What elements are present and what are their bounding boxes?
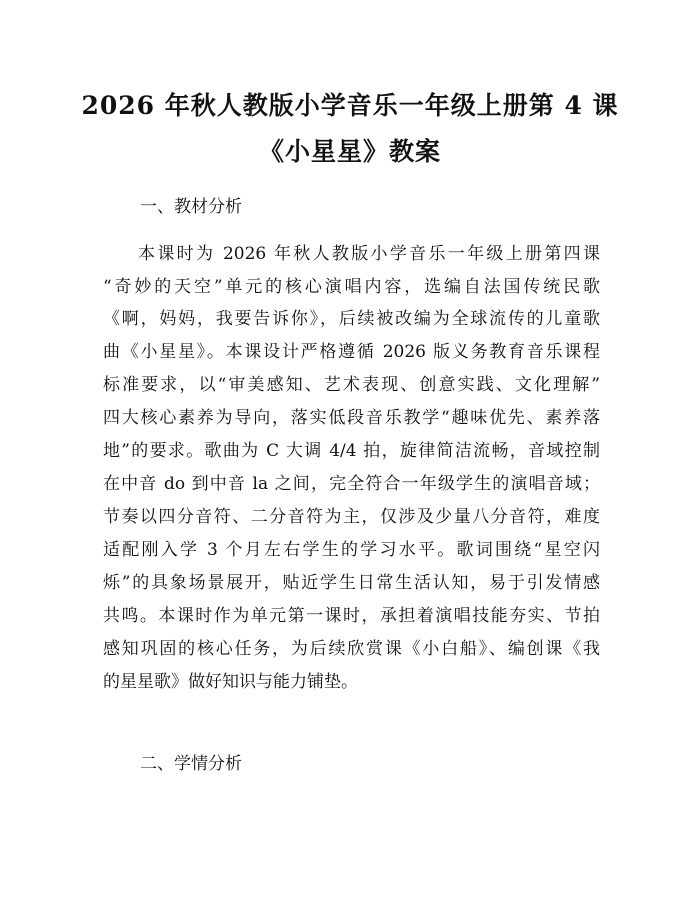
paragraph-line: 感知巩固的核心任务，为后续欣赏课《小白船》、编创课《我 (103, 639, 600, 659)
paragraph-line: 曲《小星星》。本课设计严格遵循 2026 版义务教育音乐课程 (103, 342, 600, 362)
paragraph-line: 适配刚入学 3 个月左右学生的学习水平。歌词围绕“星空闪 (103, 540, 600, 560)
paragraph-line: 共鸣。本课时作为单元第一课时，承担着演唱技能夯实、节拍 (103, 606, 600, 626)
paragraph-line: 节奏以四分音符、二分音符为主，仅涉及少量八分音符，难度 (103, 507, 600, 527)
paragraph-line: 标准要求，以“审美感知、艺术表现、创意实践、文化理解” (103, 375, 600, 395)
paragraph-line: 的星星歌》做好知识与能力铺垫。 (103, 672, 358, 692)
document-title-line-1: 2026 年秋人教版小学音乐一年级上册第 4 课 (81, 91, 619, 120)
document-title-line-2: 《小星星》教案 (258, 137, 441, 166)
paragraph-line: “奇妙的天空”单元的核心演唱内容，选编自法国传统民歌 (103, 277, 600, 297)
paragraph-line: 烁”的具象场景展开，贴近学生日常生活认知，易于引发情感 (103, 573, 600, 593)
section-heading-learner-analysis: 二、学情分析 (140, 754, 242, 774)
paragraph-line: 《啊，妈妈，我要告诉你》，后续被改编为全球流传的儿童歌 (103, 309, 600, 329)
paragraph-line: 四大核心素养为导向，落实低段音乐教学“趣味优先、素养落 (103, 408, 600, 428)
section-heading-textbook-analysis: 一、教材分析 (140, 197, 242, 217)
paragraph-line: 地”的要求。歌曲为 C 大调 4/4 拍，旋律简洁流畅，音域控制 (103, 441, 600, 461)
paragraph-line: 本课时为 2026 年秋人教版小学音乐一年级上册第四课 (138, 244, 600, 264)
paragraph-line: 在中音 do 到中音 la 之间，完全符合一年级学生的演唱音域； (103, 474, 600, 494)
